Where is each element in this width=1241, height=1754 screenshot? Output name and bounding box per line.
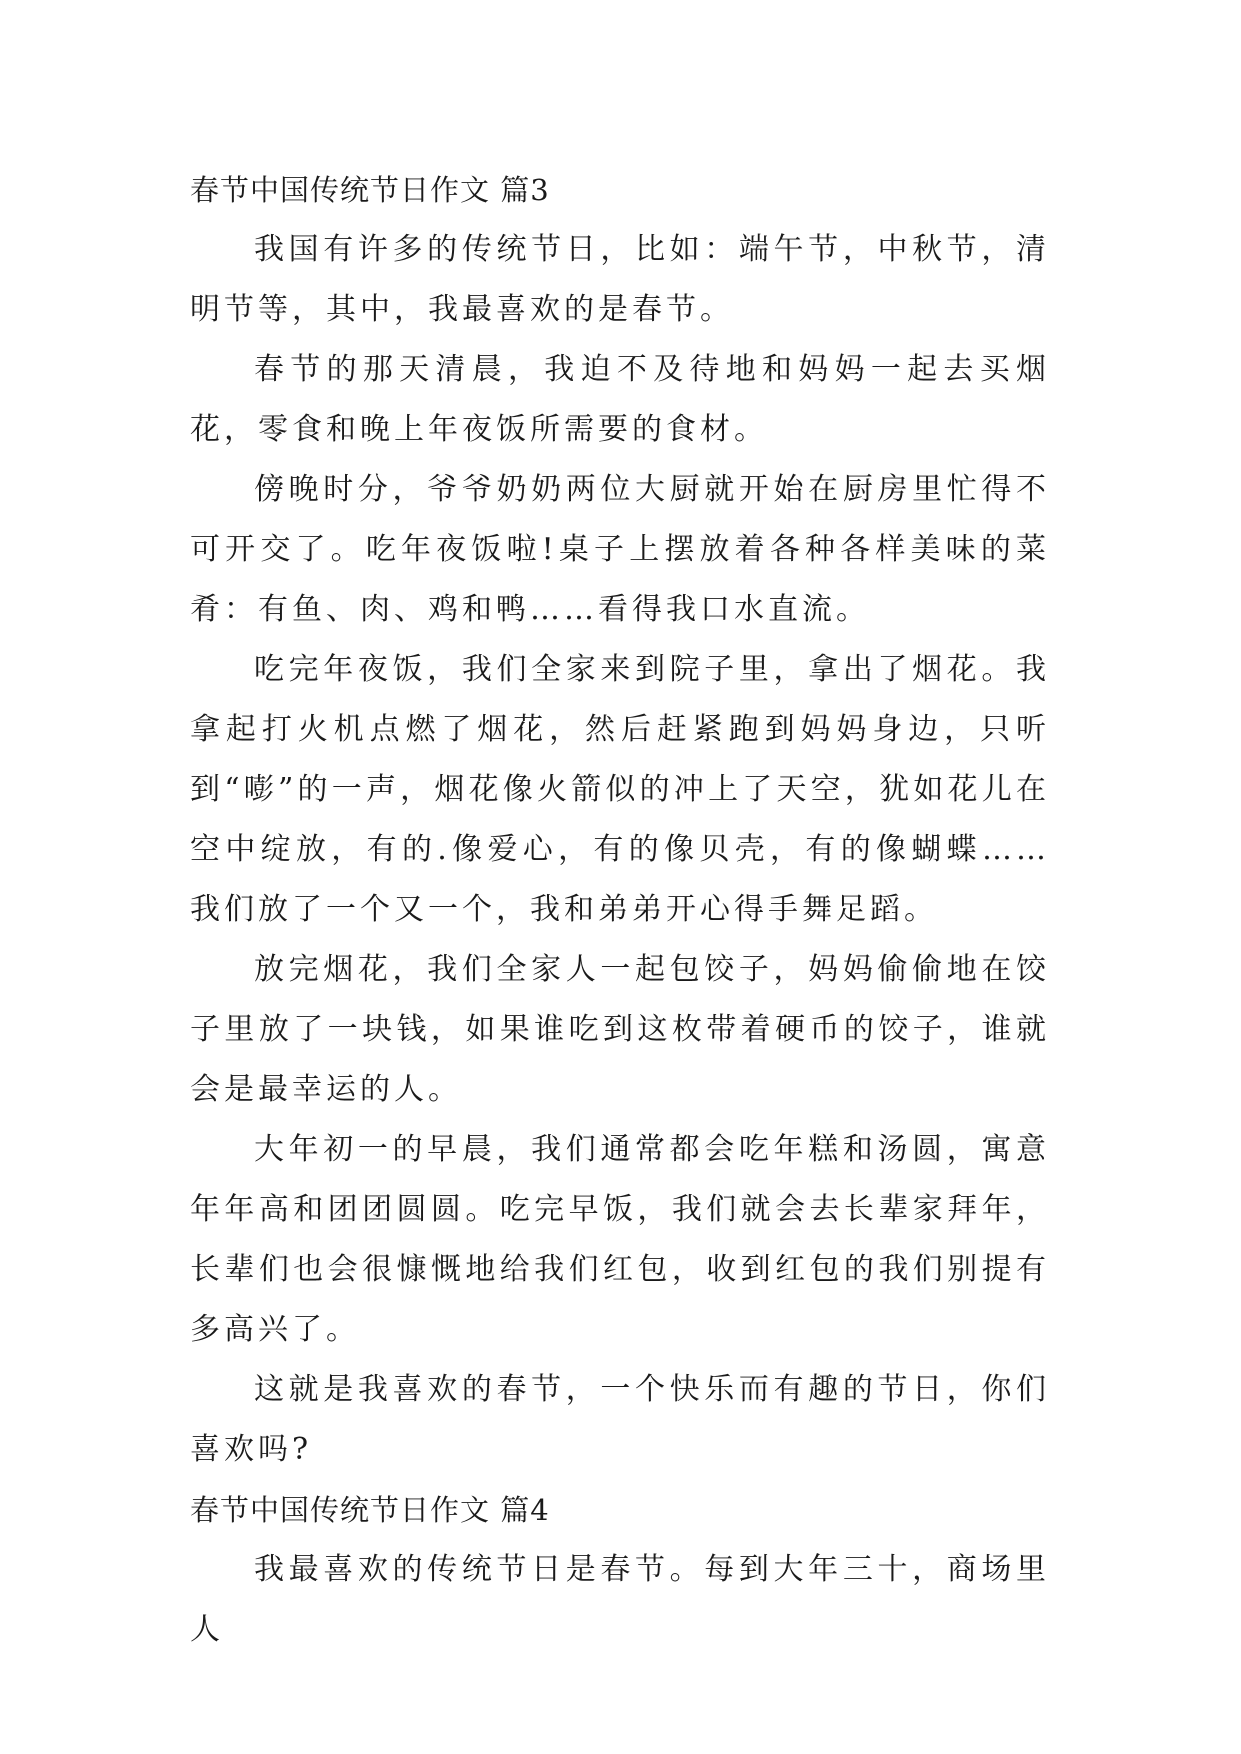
section-heading: 春节中国传统节日作文 篇4 (190, 1493, 550, 1527)
paragraph: 这就是我喜欢的春节，一个快乐而有趣的节日，你们喜欢吗? (190, 1372, 1050, 1467)
paragraph: 春节的那天清晨，我迫不及待地和妈妈一起去买烟花，零食和晚上年夜饭所需要的食材。 (190, 352, 1050, 447)
section-heading: 春节中国传统节日作文 篇3 (190, 173, 550, 207)
paragraph: 大年初一的早晨，我们通常都会吃年糕和汤圆，寓意年年高和团团圆圆。吃完早饭，我们就会去长辈家拜年，长辈们也会很慷慨地给我们红包，收到红包的我们别提有多高兴了。 (190, 1132, 1050, 1347)
paragraph: 我最喜欢的传统节日是春节。每到大年三十，商场里人 (190, 1552, 1050, 1647)
document-body (190, 160, 1050, 1660)
paragraph: 吃完年夜饭，我们全家来到院子里，拿出了烟花。我拿起打火机点燃了烟花，然后赶紧跑到妈妈身边，只听到“嘭”的一声，烟花像火箭似的冲上了天空，犹如花儿在空中绽放，有的.像爱心，有的像贝壳，有的像蝴蝶……我们放了一个又一个，我和弟弟开心得手舞足蹈。 (190, 652, 1050, 927)
paragraph: 傍晚时分，爷爷奶奶两位大厨就开始在厨房里忙得不可开交了。吃年夜饭啦!桌子上摆放着各种各样美味的菜肴：有鱼、肉、鸡和鸭……看得我口水直流。 (190, 472, 1050, 627)
paragraph: 我国有许多的传统节日，比如：端午节，中秋节，清明节等，其中，我最喜欢的是春节。 (190, 232, 1050, 327)
paragraph: 放完烟花，我们全家人一起包饺子，妈妈偷偷地在饺子里放了一块钱，如果谁吃到这枚带着硬币的饺子，谁就会是最幸运的人。 (190, 952, 1050, 1107)
